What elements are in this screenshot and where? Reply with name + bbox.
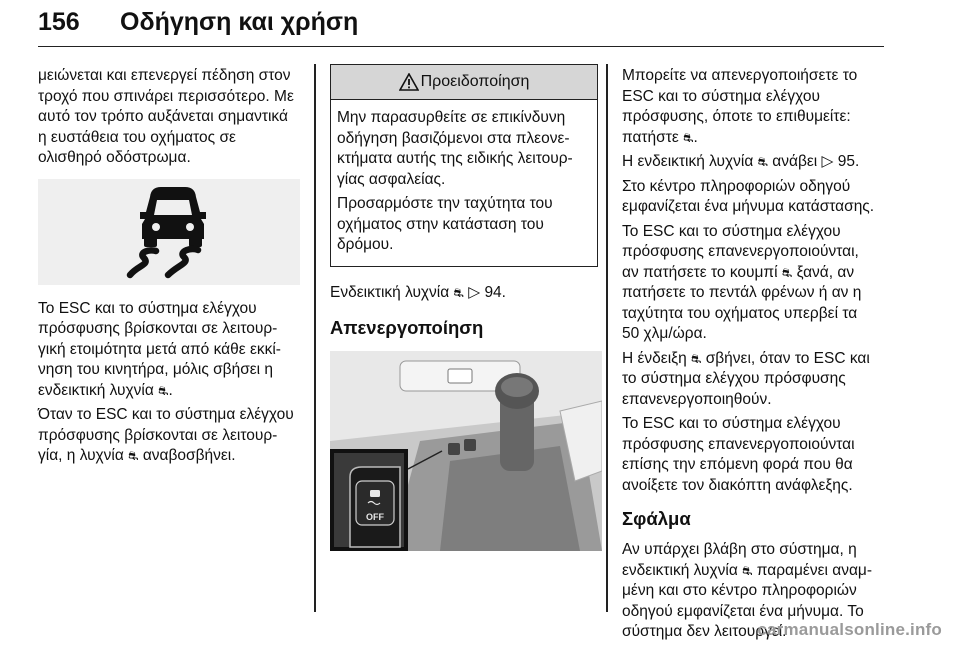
- esc-skid-car-icon: [38, 179, 300, 285]
- paragraph: Μην παρασυρθείτε σε επικίνδυνη οδήγηση βασιζόμενοι στα πλεονε- κτήματα αυτής της ειδικής λειτουρ- γίας ασφαλείας.: [337, 109, 573, 188]
- paragraph: Αν υπάρχει βλάβη στο σύστημα, η ενδεικτική λυχνία ⛐ παραμένει αναμ- μένη και στο κέντρο πληροφοριών οδηγού εμφανίζεται ένα μήνυμα. Το σύστημα δεν λειτουργεί.: [622, 541, 872, 640]
- esc-off-button-label: OFF: [366, 512, 384, 522]
- paragraph: Στο κέντρο πληροφοριών οδηγού εμφανίζεται ένα μήνυμα κατάστασης.: [622, 177, 875, 215]
- gear-lever-photo: [330, 351, 602, 551]
- esc-off-icon: ⛐: [691, 351, 702, 366]
- esc-icon: ⛐: [742, 563, 753, 578]
- esc-icon: ⛐: [453, 285, 464, 300]
- paragraph: Το ESC και το σύστημα ελέγχου πρόσφυσης επανενεργοποιούνται επίσης την επόμενη φορά που θα ανοίξετε τον διακόπτη ανάφλεξης.: [622, 415, 855, 494]
- column-divider: [314, 64, 316, 612]
- column-right: [622, 66, 922, 647]
- column-divider: [606, 64, 608, 612]
- warning-header: [331, 65, 597, 100]
- paragraph: μειώνεται και επενεργεί πέδηση στον τροχό που σπινάρει περισσότερο. Με αυτό τον τρόπο αυξάνεται σημαντικά η ευστάθεια του οχήματος σε ολισθηρό οδόστρωμα.: [38, 67, 294, 166]
- page-reference-arrow-icon: ▷: [821, 153, 834, 170]
- paragraph: Μπορείτε να απενεργοποιήσετε το ESC και το σύστημα ελέγχου πρόσφυσης, όποτε το επιθυμείτε: πατήστε ⛐.: [622, 66, 922, 148]
- column-left: [38, 66, 304, 471]
- center-console-illustration: [330, 351, 602, 551]
- paragraph: Η ενδεικτική λυχνία ⛐ ανάβει ▷ 95.: [622, 152, 922, 173]
- esc-off-icon: ⛐: [781, 265, 793, 280]
- page-title: Οδήγηση και χρήση: [120, 8, 359, 36]
- section-heading-deactivation: Απενεργοποίηση: [330, 317, 484, 338]
- esc-off-icon: ⛐: [683, 130, 694, 145]
- page-number: 156: [38, 8, 80, 36]
- warning-body: [331, 100, 597, 266]
- warning-title: Προειδοποίηση: [420, 73, 530, 90]
- page-header: [38, 6, 884, 47]
- column-middle: [330, 66, 602, 551]
- page-reference-arrow-icon: ▷: [468, 283, 481, 301]
- paragraph: Η ένδειξη ⛐ σβήνει, όταν το ESC και το σύστημα ελέγχου πρόσφυσης επανενεργοποιηθούν.: [622, 349, 870, 408]
- warning-triangle-icon: [399, 73, 419, 91]
- paragraph: Το ESC και το σύστημα ελέγχου πρόσφυσης επανενεργοποιούνται, αν πατήσετε το κουμπί ⛐ ξανά, αν πατήσετε το πεντάλ φρένων ή αν η ταχύτητα του οχήματος υπερβεί τα 50 χλμ/ώρα.: [622, 222, 862, 342]
- esc-icon: ⛐: [158, 383, 169, 398]
- warning-box: [330, 64, 598, 267]
- esc-icon-illustration: [38, 179, 300, 285]
- esc-icon: ⛐: [128, 449, 139, 463]
- section-heading-fault: Σφάλμα: [622, 508, 691, 529]
- paragraph: Ενδεικτική λυχνία ⛐ ▷ 94.: [330, 283, 602, 304]
- paragraph: Το ESC και το σύστημα ελέγχου πρόσφυσης βρίσκονται σε λειτουρ- γική ετοιμότητα μετά από κάθε εκκί- νηση του κινητήρα, μόλις σβήσει η ενδεικτική λυχνία ⛐.: [38, 299, 304, 402]
- esc-off-icon: ⛐: [757, 155, 768, 169]
- paragraph: Προσαρμόστε την ταχύτητα του οχήματος στην κατάσταση του δρόμου.: [337, 195, 553, 253]
- paragraph: Όταν το ESC και το σύστημα ελέγχου πρόσφυσης βρίσκονται σε λειτουρ- γία, η λυχνία ⛐ αναβοσβήνει.: [38, 405, 304, 467]
- watermark: carmanualsonline.info: [757, 620, 942, 639]
